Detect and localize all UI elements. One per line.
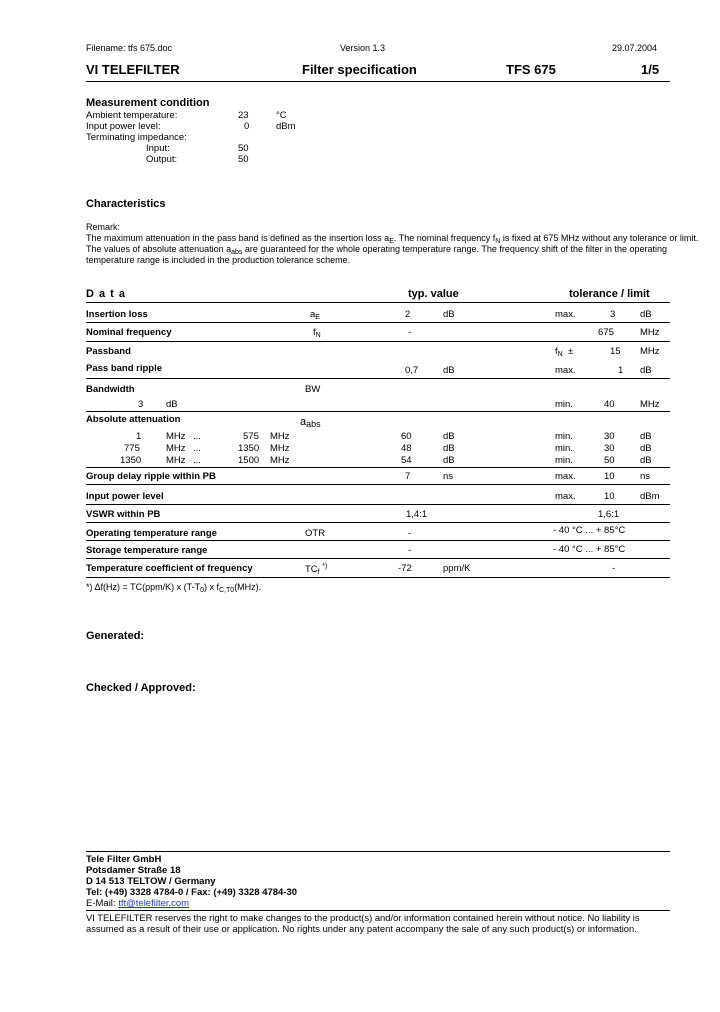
storage-typ: - <box>408 545 412 556</box>
att-from: 1350 <box>120 455 142 466</box>
header-rule <box>86 81 670 82</box>
tempco-symbol: $TC_f$ *) <box>305 563 328 576</box>
att-unit2: MHz <box>270 455 290 466</box>
passband-pm: ± <box>568 346 574 357</box>
ripple-unit: dB <box>443 365 455 376</box>
group-delay-label: Group delay ripple within PB <box>86 471 216 482</box>
group-delay-unit: ns <box>443 471 454 482</box>
vswr-lim-val: 1,6:1 <box>598 509 620 520</box>
att-typ: 54 <box>401 455 412 466</box>
bandwidth-db-unit: dB <box>166 399 178 410</box>
otr-label: Operating temperature range <box>86 528 217 539</box>
footer-rule-2 <box>86 910 670 911</box>
footer-rule <box>86 851 670 852</box>
power-label: Input power level: <box>86 121 161 132</box>
att-to: 575 <box>243 431 259 442</box>
row-rule <box>86 558 670 559</box>
remark-label: Remark: <box>86 222 121 232</box>
version: Version 1.3 <box>340 43 386 53</box>
att-dots: ... <box>193 443 201 454</box>
tempco-unit: ppm/K <box>443 563 471 574</box>
att-lim-val: 30 <box>604 443 615 454</box>
att-lim-unit: dB <box>640 443 652 454</box>
footer-phone: Tel: (+49) 3328 4784-0 / Fax: (+49) 3328 4784-30 <box>86 887 298 898</box>
tempco-typ: -72 <box>398 563 412 574</box>
disclaimer-line-1: VI TELEFILTER reserves the right to make changes to the product(s) and/or information contained herein without notice. No liability is <box>86 912 640 923</box>
bandwidth-lim-val: 40 <box>604 399 615 410</box>
att-dots: ... <box>193 455 201 466</box>
att-lim-unit: dB <box>640 431 652 442</box>
att-lim: min. <box>555 455 573 466</box>
filename: Filename: tfs 675.doc <box>86 43 173 53</box>
ripple-lim-val: 1 <box>618 365 624 376</box>
abs-att-label: Absolute attenuation <box>86 414 181 425</box>
att-from: 775 <box>124 443 140 454</box>
input-power-label: Input power level <box>86 491 164 502</box>
table-bottom-rule <box>86 577 670 578</box>
ripple-lim: max. <box>555 365 576 376</box>
insertion-loss-label: Insertion loss <box>86 309 148 320</box>
output-label: Output: <box>146 154 178 165</box>
att-unit2: MHz <box>270 431 290 442</box>
footer-city: D 14 513 TELTOW / Germany <box>86 876 216 887</box>
row-rule <box>86 540 670 541</box>
bandwidth-db-val: 3 <box>138 399 144 410</box>
insertion-loss-unit: dB <box>443 309 455 320</box>
characteristics-title: Characteristics <box>86 198 166 210</box>
att-to: 1500 <box>238 455 260 466</box>
bandwidth-lim-unit: MHz <box>640 399 660 410</box>
power-unit: dBm <box>276 121 296 132</box>
measurement-title: Measurement condition <box>86 97 210 109</box>
input-value: 50 <box>238 143 249 154</box>
remark-line-2: The values of absolute attenuation $a_{abs}$ are guaranteed for the whole operating temperature range. The frequency shift of the filter in the operating <box>86 244 668 256</box>
att-unit2: MHz <box>270 443 290 454</box>
product-name: TFS 675 <box>506 62 556 77</box>
nominal-freq-lim-unit: MHz <box>640 327 660 338</box>
storage-lim-val: - 40 °C ... + 85°C <box>553 544 626 555</box>
bandwidth-label: Bandwidth <box>86 384 135 395</box>
insertion-loss-lim: max. <box>555 309 576 320</box>
checked-label: Checked / Approved: <box>86 682 196 694</box>
insertion-loss-lim-unit: dB <box>640 309 652 320</box>
ripple-typ: 0,7 <box>405 365 419 376</box>
group-delay-lim: max. <box>555 471 576 482</box>
group-delay-typ: 7 <box>405 471 411 482</box>
row-rule <box>86 522 670 523</box>
att-lim-unit: dB <box>640 455 652 466</box>
group-delay-lim-val: 10 <box>604 471 615 482</box>
company-name: VI TELEFILTER <box>86 62 180 77</box>
abs-att-symbol: $a_{abs}$ <box>300 416 321 429</box>
page-number: 1/5 <box>641 62 660 77</box>
ambient-value: 23 <box>238 110 249 121</box>
att-typ-unit: dB <box>443 431 455 442</box>
att-unit1: MHz <box>166 431 186 442</box>
row-rule <box>86 341 670 342</box>
passband-label: Passband <box>86 346 131 357</box>
tol-heading: tolerance / limit <box>569 288 650 300</box>
att-dots: ... <box>193 431 201 442</box>
otr-symbol: OTR <box>305 528 326 539</box>
footer-company: Tele Filter GmbH <box>86 854 162 865</box>
input-label: Input: <box>146 143 170 154</box>
ripple-lim-unit: dB <box>640 365 652 376</box>
input-power-lim: max. <box>555 491 576 502</box>
row-rule <box>86 411 670 412</box>
input-power-lim-val: 10 <box>604 491 615 502</box>
att-unit1: MHz <box>166 443 186 454</box>
date: 29.07.2004 <box>612 43 658 53</box>
insertion-loss-lim-val: 3 <box>610 309 616 320</box>
passband-lim-val: 15 <box>610 346 621 357</box>
generated-label: Generated: <box>86 630 145 642</box>
ambient-unit: °C <box>276 110 287 121</box>
att-from: 1 <box>136 431 142 442</box>
input-power-lim-unit: dBm <box>640 491 660 502</box>
footnote: *) Δf(Hz) = TC(ppm/K) x $(T-T_0)$ x $f_{C,T0}(MHz)$. <box>86 582 262 594</box>
email-link[interactable]: tft@telefilter.com <box>118 898 190 909</box>
output-value: 50 <box>238 154 249 165</box>
insertion-loss-typ: 2 <box>405 309 411 320</box>
data-heading: D a t a <box>86 288 127 300</box>
row-rule <box>86 484 670 485</box>
row-rule <box>86 504 670 505</box>
att-to: 1350 <box>238 443 260 454</box>
disclaimer-line-2: assumed as a result of their use or application. No rights under any patent accompany the sale of any such product(s) or information. <box>86 923 637 934</box>
footer-street: Potsdamer Straße 18 <box>86 865 181 876</box>
footer-email-line <box>86 898 189 909</box>
nominal-freq-label: Nominal frequency <box>86 327 172 338</box>
att-typ: 48 <box>401 443 412 454</box>
passband-lim-unit: MHz <box>640 346 660 357</box>
att-typ-unit: dB <box>443 443 455 454</box>
remark-line-3: temperature range is included in the production tolerance scheme. <box>86 255 351 265</box>
row-rule <box>86 322 670 323</box>
ripple-label: Pass band ripple <box>86 363 163 374</box>
bandwidth-lim: min. <box>555 399 573 410</box>
power-value: 0 <box>244 121 250 132</box>
storage-label: Storage temperature range <box>86 545 208 556</box>
table-top-rule <box>86 302 670 303</box>
bandwidth-symbol: BW <box>305 384 321 395</box>
att-unit1: MHz <box>166 455 186 466</box>
passband-lim: $f_N$ <box>555 346 563 358</box>
insertion-loss-symbol: $a_E$ <box>310 309 320 321</box>
vswr-typ: 1,4:1 <box>406 509 428 520</box>
vswr-label: VSWR within PB <box>86 509 161 520</box>
email-label: E-Mail: <box>86 898 119 909</box>
doc-title: Filter specification <box>302 62 417 77</box>
row-rule <box>86 378 670 379</box>
row-rule <box>86 467 670 468</box>
att-lim-val: 50 <box>604 455 615 466</box>
att-typ: 60 <box>401 431 412 442</box>
att-lim: min. <box>555 443 573 454</box>
nominal-freq-symbol: $f_N$ <box>313 327 321 339</box>
att-typ-unit: dB <box>443 455 455 466</box>
otr-typ: - <box>408 528 412 539</box>
group-delay-lim-unit: ns <box>640 471 651 482</box>
tempco-label: Temperature coefficient of frequency <box>86 563 253 574</box>
ambient-label: Ambient temperature: <box>86 110 178 121</box>
term-label: Terminating impedance: <box>86 132 187 143</box>
att-lim: min. <box>555 431 573 442</box>
typ-heading: typ. value <box>408 288 459 300</box>
otr-lim-val: - 40 °C ... + 85°C <box>553 525 626 536</box>
tempco-lim-val: - <box>612 563 616 574</box>
remark-line-1: The maximum attenuation in the pass band is defined as the insertion loss $a_E$. The nominal frequency $f_N$ is fixed at 675 MHz without any tolerance or limit. <box>86 233 699 245</box>
nominal-freq-lim-val: 675 <box>598 327 614 338</box>
nominal-freq-typ: - <box>408 327 412 338</box>
att-lim-val: 30 <box>604 431 615 442</box>
